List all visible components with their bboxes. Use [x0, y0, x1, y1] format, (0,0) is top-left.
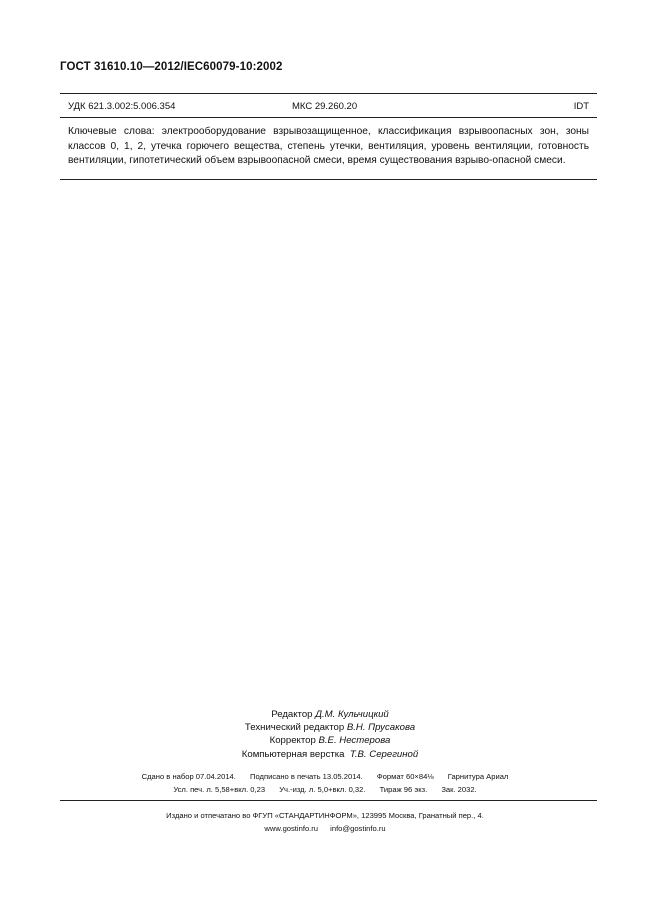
- credits-block: [180, 708, 480, 761]
- paper-format: Формат 60×84⅛: [376, 772, 434, 781]
- udk-code: УДК 621.3.002:5.006.354: [68, 101, 176, 112]
- credit-name: В.Н. Прусакова: [346, 722, 416, 734]
- imprint-line-1: [60, 772, 590, 781]
- print-signed-date: Подписано в печать 13.05.2014.: [250, 772, 363, 781]
- credit-role: Корректор: [269, 735, 316, 747]
- credit-role: Технический редактор: [244, 722, 345, 734]
- imprint-divider: [60, 800, 597, 801]
- email-link[interactable]: info@gostinfo.ru: [330, 823, 386, 833]
- publisher-block: [60, 810, 590, 835]
- credit-tech-editor: [180, 721, 480, 734]
- publisher-contacts: [60, 823, 590, 836]
- print-sheets: Усл. печ. л. 5,58+вкл. 0,23: [173, 785, 266, 794]
- document-id: ГОСТ 31610.10—2012/IEC60079-10:2002: [60, 61, 283, 73]
- keywords-divider: [60, 179, 597, 180]
- mks-code: МКС 29.260.20: [292, 101, 358, 112]
- credit-role: Редактор: [271, 709, 313, 720]
- credit-role: Компьютерная верстка: [241, 748, 345, 760]
- keywords-paragraph: Ключевые слова: электрооборудование взрывозащищенное, классификация взрывоопасных зон, зоны классов 0, 1, 2, утечка горючего вещества, степень утечки, вентиляция, уровень вентиляции, готовность вентиляции, гипотетический объем взрывоопасной смеси, время существования взрыво-опасной смеси.: [68, 126, 589, 167]
- credit-corrector: [180, 734, 480, 747]
- typeface: Гарнитура Ариал: [447, 772, 509, 781]
- top-divider: [60, 93, 597, 94]
- publisher-address: Издано и отпечатано во ФГУП «СТАНДАРТИНФОРМ», 123995 Москва, Гранатный пер., 4.: [166, 811, 484, 820]
- credit-name: Т.В. Серегиной: [349, 748, 419, 760]
- credit-editor: [180, 708, 480, 721]
- typeset-date: Сдано в набор 07.04.2014.: [141, 772, 236, 781]
- order-number: Зак. 2032.: [441, 785, 477, 794]
- publisher-sheets: Уч.-изд. л. 5,0+вкл. 0,32.: [279, 785, 366, 794]
- meta-divider: [60, 117, 597, 118]
- credit-name: В.Е. Нестерова: [318, 735, 391, 747]
- credit-name: Д.М. Кульчицкий: [315, 709, 389, 720]
- idt-label: IDT: [573, 101, 589, 112]
- credit-layout: [180, 748, 480, 761]
- imprint-line-2: [60, 785, 590, 794]
- circulation: Тираж 96 экз.: [379, 785, 428, 794]
- website-link[interactable]: www.gostinfo.ru: [264, 823, 319, 833]
